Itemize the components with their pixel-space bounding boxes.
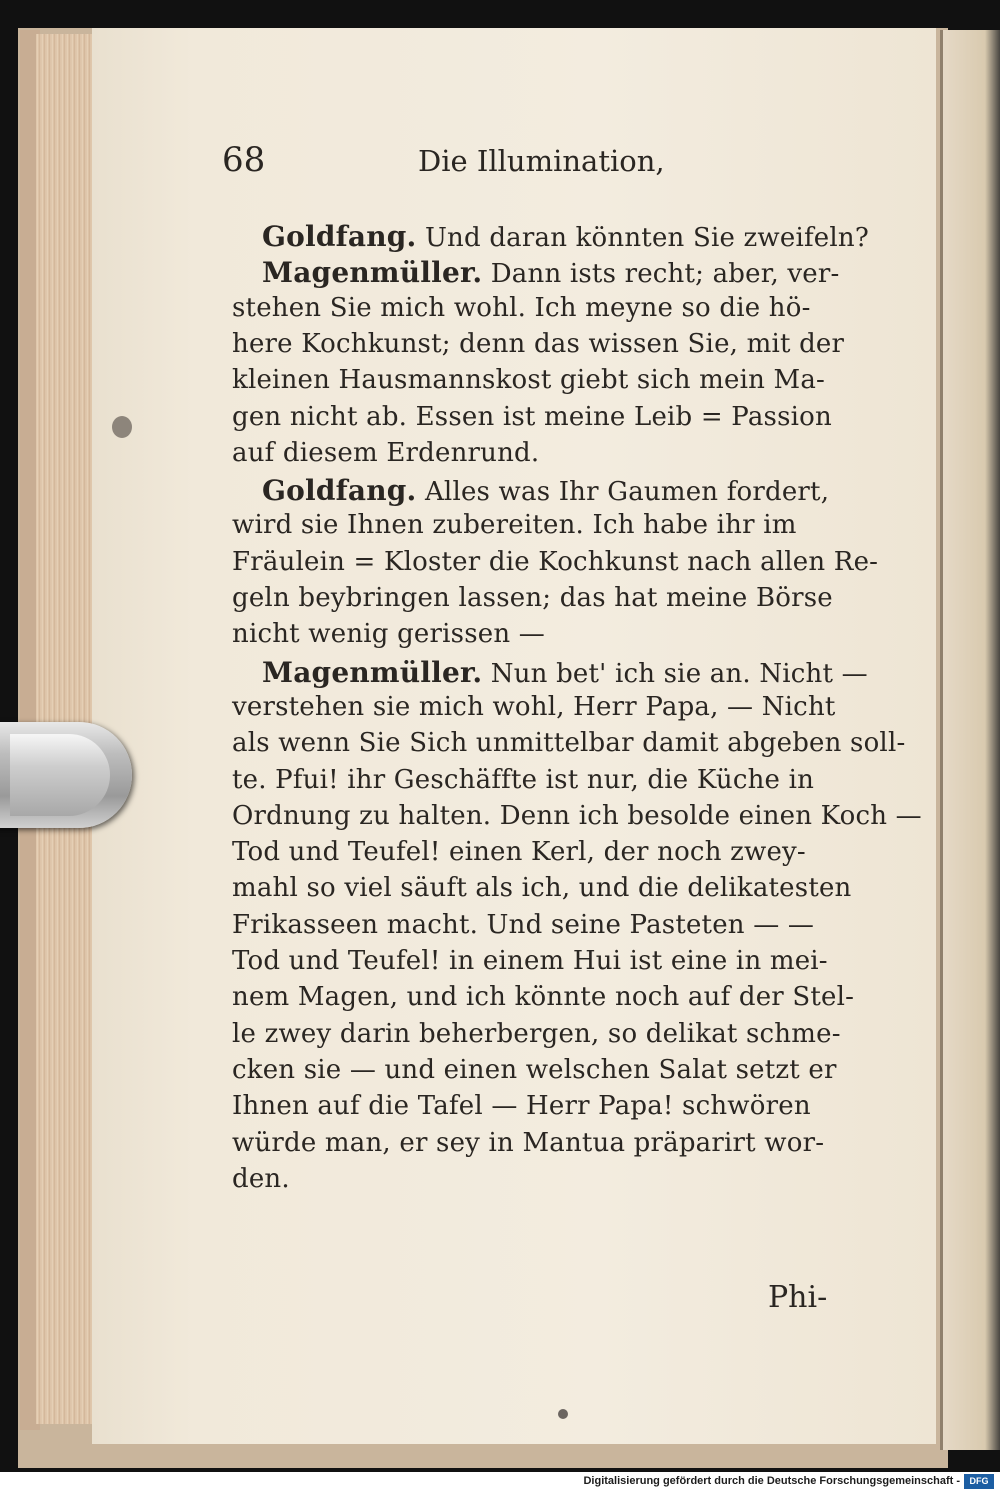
line-text: cken sie — und einen welschen Salat setzt er xyxy=(232,1054,837,1085)
line-text: Ihnen auf die Tafel — Herr Papa! schwören xyxy=(232,1091,811,1122)
line-text: Fräulein = Kloster die Kochkunst nach allen Re- xyxy=(232,546,879,577)
speaker-line xyxy=(262,656,868,689)
text-line xyxy=(232,982,854,1012)
dfg-logo: DFG xyxy=(964,1474,994,1489)
line-text: Alles was Ihr Gaumen fordert, xyxy=(416,477,830,508)
text-line xyxy=(232,438,539,468)
line-text: te. Pfui! ihr Geschäffte ist nur, die Küche in xyxy=(232,764,815,795)
line-text: kleinen Hausmannskost giebt sich mein Ma- xyxy=(232,365,826,396)
running-title: Die Illumination, xyxy=(418,144,665,178)
text-line xyxy=(232,728,905,758)
text-line xyxy=(232,1091,811,1121)
line-text: den. xyxy=(232,1163,290,1194)
text-line xyxy=(232,583,833,613)
line-text: geln beybringen lassen; das hat meine Börse xyxy=(232,583,833,613)
text-line xyxy=(232,547,878,577)
line-text: Tod und Teufel! einen Kerl, der noch zwey- xyxy=(232,837,806,868)
text-line xyxy=(232,329,844,359)
line-text: here Kochkunst; denn das wissen Sie, mit der xyxy=(232,328,845,359)
line-text: mahl so viel säuft als ich, und die delikatesten xyxy=(232,873,852,904)
footer-credit: Digitalisierung gefördert durch die Deutsche Forschungsgemeinschaft - xyxy=(583,1475,960,1487)
text-line xyxy=(232,873,852,903)
line-text: Nun bet' ich sie an. Nicht — xyxy=(482,658,868,689)
text-line xyxy=(232,692,836,722)
line-text: Tod und Teufel! in einem Hui ist eine in mei- xyxy=(232,946,828,976)
line-text: Ordnung zu halten. Denn ich besolde einen Koch — xyxy=(232,800,922,831)
line-text: Dann ists recht; aber, ver- xyxy=(482,259,840,290)
text-line xyxy=(232,837,806,867)
speaker-name: Goldfang. xyxy=(262,474,417,508)
text-line xyxy=(232,510,797,540)
speaker-line xyxy=(262,474,829,507)
line-text: gen nicht ab. Essen ist meine Leib = Passion xyxy=(232,401,832,432)
text-line xyxy=(232,1019,841,1049)
text-line xyxy=(232,1128,824,1158)
line-text: nem Magen, und ich könnte noch auf der Stel- xyxy=(232,982,855,1013)
line-text: stehen Sie mich wohl. Ich meyne so die hö- xyxy=(232,292,811,323)
line-text: verstehen sie mich wohl, Herr Papa, — Nicht xyxy=(232,691,836,722)
text-line xyxy=(232,1164,290,1194)
speaker-line xyxy=(262,220,869,253)
catchword: Phi- xyxy=(768,1280,828,1315)
line-text: auf diesem Erdenrund. xyxy=(232,437,540,468)
text-line xyxy=(232,293,811,323)
speaker-name: Magenmüller. xyxy=(262,256,483,290)
line-text: Und daran könnten Sie zweifeln? xyxy=(416,223,869,253)
line-text: le zwey darin beherbergen, so delikat schme- xyxy=(232,1018,841,1049)
text-line xyxy=(232,619,545,649)
text-line xyxy=(232,365,825,395)
line-text: als wenn Sie Sich unmittelbar damit abgeben soll- xyxy=(232,728,906,759)
text-line xyxy=(232,946,828,976)
text-line xyxy=(232,402,832,432)
line-text: nicht wenig gerissen — xyxy=(232,619,545,650)
speaker-name: Magenmüller. xyxy=(262,655,483,689)
text-line xyxy=(232,801,922,831)
line-text: Frikasseen macht. Und seine Pasteten — — xyxy=(232,909,815,940)
text-line xyxy=(232,1055,837,1085)
text-line xyxy=(232,910,814,940)
line-text: würde man, er sey in Mantua präparirt wor- xyxy=(232,1127,825,1158)
line-text: wird sie Ihnen zubereiten. Ich habe ihr im xyxy=(232,510,797,541)
speaker-line xyxy=(262,256,840,289)
page-number: 68 xyxy=(222,140,266,180)
speaker-name: Goldfang. xyxy=(262,220,417,253)
text-line xyxy=(232,765,814,795)
